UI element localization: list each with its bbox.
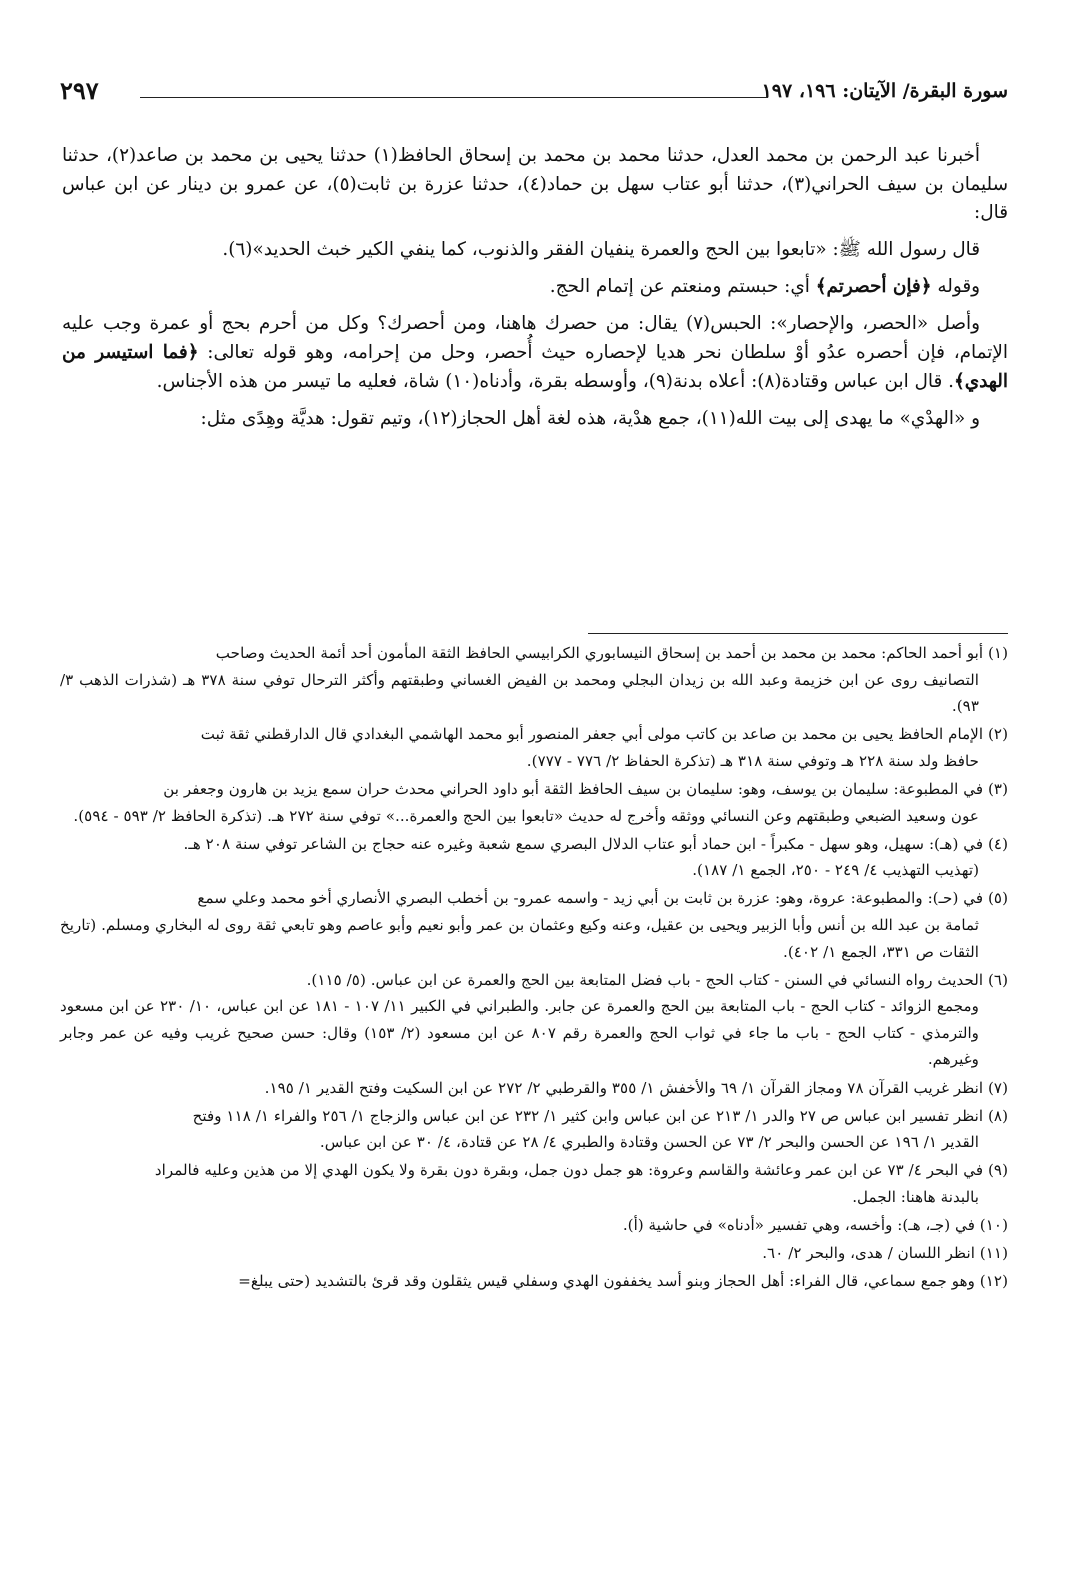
page-header [60,76,1008,110]
text-run: وقوله [931,276,980,298]
footnote-text: الحديث رواه النسائي في السنن - كتاب الحج - باب فضل المتابعة بين الحج والعمرة عن ابن عباس. (٥/ ١١٥). [306,970,984,989]
footnote [60,1240,1008,1267]
footnote-number: (٩) [987,1161,1008,1180]
footnote-continuation: التصانيف روى عن ابن خزيمة وعبد الله بن زيدان البجلي ومحمد بن الفيض الغساني وطبقتهم وأكثر الترحال توفي سنة ٣٧٨ هـ (شذرات الذهب ٣/ ٩٣). [60,670,980,716]
footnote-number: (١٠) [979,1215,1008,1234]
footnote [60,831,1008,884]
footnote [60,640,1008,720]
footnote-text: في (جـ، هـ): وأخسه، وهي تفسير «أدناه» في حاشية (أ). [622,1215,975,1234]
footnote-text: الإمام الحافظ يحيى بن محمد بن صاعد بن كاتب مولى أبي جعفر المنصور أبو محمد الهاشمي البغدادي قال الدارقطني ثقة ثبت [200,725,984,744]
main-text [62,142,1008,442]
footnote-text: في المطبوعة: سليمان بن يوسف، وهو: سليمان بن سيف الحافظ الثقة أبو داود الحراني محدث حران سمع يزيد بن هارون وجعفر بن [163,779,984,798]
page-number: ٢٩٧ [60,76,99,105]
footnote-continuation: بالبدنة هاهنا: الجمل. [852,1187,979,1206]
footnote-number: (١) [987,644,1008,662]
footnote [60,1268,1008,1295]
header-rule [140,97,768,98]
footnote [60,1103,1008,1156]
footnote [60,967,1008,1073]
footnotes [60,640,1008,1296]
text-run: . قال ابن عباس وقتادة(٨): أعلاه بدنة(٩)، وأوسطه بقرة، وأدناه(١٠) شاة، فعليه ما تيسر من هذه الأجناس. [156,370,954,392]
footnote-continuation: (تهذيب التهذيب ٤/ ٢٤٩ - ٢٥٠، الجمع ١/ ١٨٧). [692,861,979,880]
paragraph-hadith: قال رسول الله ﷺ: «تابعوا بين الحج والعمرة ينفيان الفقر والذنوب، كما ينفي الكير خبث الحديد»(٦). [222,239,980,261]
footnote [60,1157,1008,1210]
paragraph-ihsar [62,310,1008,396]
text-run: أي: حبستم ومنعتم عن إتمام الحج. [549,276,816,298]
footnote [60,885,1008,965]
footnote-continuation: حافظ ولد سنة ٢٢٨ هـ وتوفي سنة ٣١٨ هـ (تذكرة الحفاظ ٢/ ٧٧٦ - ٧٧٧). [526,751,979,770]
footnote [60,721,1008,774]
footnote-number: (١١) [979,1244,1008,1263]
footnote-number: (١٢) [979,1272,1008,1291]
quran-quote: ﴿فما استيسر من الهدي﴾ [62,342,1008,392]
footnote-text: في البحر ٤/ ٧٣ عن ابن عمر وعائشة والقاسم وعروة: هو جمل دون جمل، وبقرة دون بقرة ولا يكون الهدي إلا من هذين وعليه فالمراد [154,1161,984,1180]
footnote [60,776,1008,829]
footnote-number: (٢) [987,725,1008,744]
footnote-rule [588,633,1008,634]
footnote-text: وهو جمع سماعي، قال الفراء: أهل الحجاز وبنو أسد يخففون الهدي وسفلي قيس يثقلون وقد قرئ بالتشديد (حتى يبلغ= [238,1272,975,1291]
footnote-text: انظر غريب القرآن ٧٨ ومجاز القرآن ١/ ٦٩ والأخفش ١/ ٣٥٥ والقرطبي ٢/ ٢٧٢ عن ابن السكيت وفتح القدير ١/ ١٩٥. [264,1078,984,1097]
paragraph-isnad: أخبرنا عبد الرحمن بن محمد العدل، حدثنا محمد بن محمد بن إسحاق الحافظ(١) حدثنا يحيى بن محمد بن صاعد(٢)، حدثنا سليمان بن سيف الحراني(٣)، حدثنا أبو عتاب سهل بن حماد(٤)، حدثنا عزرة بن ثابت(٥)، عن عمرو بن دينار عن ابن عباس قال: [62,145,1009,224]
footnote [60,1212,1008,1239]
footnote-number: (٦) [987,970,1008,989]
footnote-text: في (هـ): سهيل، وهو سهل - مكبراً - ابن حماد أبو عتاب الدلال البصري سمع شعبة وغيره عنه حجاج بن الشاعر توفي سنة ٢٠٨ هـ. [183,834,984,853]
quran-quote: ﴿فإن أحصرتم﴾ [815,276,932,298]
footnote-continuation: عون وسعيد الضبعي وطبقتهم وعن النسائي ووثقه وأخرج له حديث «تابعوا بين الحج والعمرة...» توفي سنة ٢٧٢ هـ. (تذكرة الحافظ ٢/ ٥٩٣ - ٥٩٤). [73,806,979,825]
footnote-number: (٣) [987,779,1008,798]
footnote-text: انظر اللسان / هدى، والبحر ٢/ ٦٠. [762,1244,975,1263]
footnote-continuation: القدير ١/ ١٩٦ عن الحسن والبحر ٢/ ٧٣ عن الحسن وقتادة والطبري ٤/ ٢٨ عن قتادة، ٤/ ٣٠ عن ابن عباس. [319,1133,979,1152]
footnote-text: أبو أحمد الحاكم: محمد بن محمد بن أحمد بن إسحاق النيسابوري الكرابيسي الحافظ الثقة المأمون أحد أئمة الحديث وصاحب [215,644,984,662]
text-run: وأصل «الحصر، والإحصار»: الحبس(٧) يقال: من حصرك هاهنا، ومن أحصرك؟ وكل من أحرم بحج أو عمرة وجب عليه الإتمام، فإن أحصره عدُو أوْ سلطان نحر هديا لإحصاره حيث أُحصر، وحل من إحرامه، وهو قوله تعالى: [62,313,1008,364]
footnote-continuation: ومجمع الزوائد - كتاب الحج - باب المتابعة بين الحج والعمرة عن جابر. والطبراني في الكبير ١١/ ١٠٧ - ١٨١ عن ابن عباس، ١٠/ ٢٣٠ عن ابن مسعود والترمذي - كتاب الحج - باب ما جاء في ثواب الحج والعمرة رقم ٨٠٧ عن ابن مسعود (٢/ ١٥٣) وقال: حسن صحيح غريب وفيه عن عمر وجابر وغيرهم. [60,997,980,1069]
footnote-number: (٤) [987,834,1008,853]
paragraph-verse-1 [62,273,1008,302]
footnote-number: (٧) [987,1078,1008,1097]
footnote-number: (٨) [987,1106,1008,1125]
paragraph-hady: و «الهدْي» ما يهدى إلى بيت الله(١١)، جمع هدْية، هذه لغة أهل الحجاز(١٢)، وتيم تقول: هديَّة وهِدًى مثل: [200,407,980,429]
footnote-number: (٥) [987,889,1008,908]
running-title: سورة البقرة/ الآيتان: ١٩٦، ١٩٧ [761,80,1008,102]
footnote-continuation: ثمامة بن عبد الله بن أنس وأبا الزبير ويحيى بن عقيل، وعنه وكيع وعثمان بن عمر وأبو نعيم وأبو عاصم وهو تابعي ثقة روى له البخاري ومسلم. (تاريخ الثقات ص ٣٣١، الجمع ١/ ٤٠٢). [60,915,979,961]
footnote-text: انظر تفسير ابن عباس ص ٢٧ والدر ١/ ٢١٣ عن ابن عباس وابن كثير ١/ ٢٣٢ عن ابن عباس والزجاج ١/ ٢٥٦ والفراء ١/ ١١٨ وفتح [192,1106,984,1125]
footnote [60,1075,1008,1102]
footnote-text: في (حـ): والمطبوعة: عروة، وهو: عزرة بن ثابت بن أبي زيد - واسمه عمرو- بن أخطب البصري الأنصاري أخو محمد وعلي سمع [197,889,984,908]
